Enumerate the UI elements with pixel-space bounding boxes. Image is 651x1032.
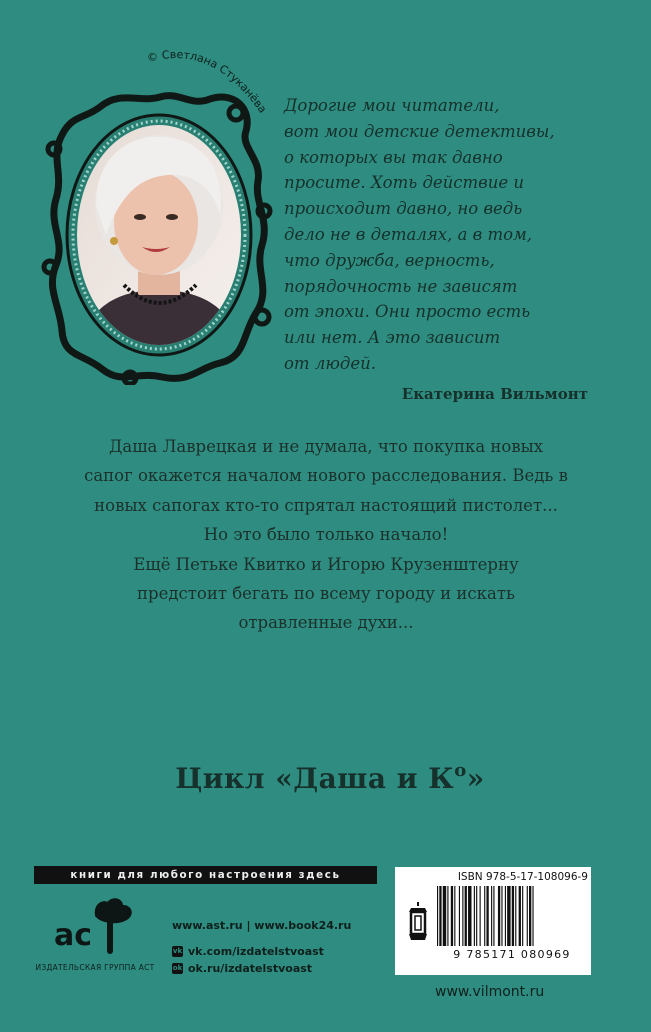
- annotation-line: отравленные духи...: [238, 613, 414, 633]
- annotation-line: Но это было только начало!: [203, 525, 449, 545]
- svg-text:ac: ac: [54, 918, 93, 953]
- quote-line: что дружба, верность,: [284, 250, 495, 270]
- social-link-text: vk.com/izdatelstvoast: [188, 945, 324, 958]
- quote-line: просите. Хоть действие и: [284, 173, 525, 193]
- quote-line: от людей.: [284, 353, 376, 373]
- annotation-line: Ещё Петьке Квитко и Игорю Крузенштерну: [133, 554, 519, 574]
- quote-line: вот мои детские детективы,: [284, 121, 555, 141]
- annotation-line: Даша Лаврецкая и не думала, что покупка новых: [108, 437, 544, 456]
- social-link-text: ok.ru/izdatelstvoast: [188, 962, 313, 975]
- social-link-vk[interactable]: [172, 945, 324, 958]
- annotation-line: новых сапогах кто-то спрятал настоящий пистолет...: [94, 495, 558, 515]
- isbn-barcode: [437, 886, 587, 946]
- quote-line: происходит давно, но ведь: [284, 199, 523, 219]
- vk-icon: vk: [172, 947, 183, 955]
- quote-line: дело не в деталях, а в том,: [284, 224, 532, 244]
- quote-line: о которых вы так давно: [284, 147, 503, 167]
- author-quote: [284, 93, 584, 377]
- annotation-line: предстоит бегать по всему городу и искать: [137, 584, 515, 604]
- author-website[interactable]: www.vilmont.ru: [435, 984, 545, 1000]
- publisher-name: ИЗДАТЕЛЬСКАЯ ГРУППА АСТ: [35, 963, 155, 972]
- lantern-icon: [405, 900, 431, 944]
- author-portrait: [40, 85, 278, 385]
- publisher-websites[interactable]: www.ast.ru | www.book24.ru: [172, 919, 352, 932]
- quote-line: от эпохи. Они просто есть: [284, 302, 531, 322]
- social-link-ok[interactable]: [172, 962, 312, 975]
- barcode-digits: 9 785171 080969: [453, 948, 571, 961]
- quote-line: порядочность не зависят: [284, 276, 518, 296]
- isbn-label: ISBN 978-5-17-108096-9: [457, 871, 588, 883]
- quote-author: Екатерина Вильмонт: [401, 385, 588, 403]
- ok-icon: ok: [172, 964, 183, 972]
- quote-line: или нет. А это зависит: [284, 328, 501, 348]
- quote-line: Дорогие мои читатели,: [284, 96, 500, 115]
- book-annotation: [40, 432, 612, 638]
- series-title: Цикл «Даша и $К^о$»: [175, 760, 485, 795]
- publisher-logo: [50, 893, 140, 955]
- tagline-banner: книги для любого настроения здесь: [34, 866, 377, 884]
- svg-text:© Светлана Стуканёва: © Светлана Стуканёва: [146, 48, 270, 116]
- annotation-line: сапог окажется началом нового расследования. Ведь в: [84, 466, 568, 486]
